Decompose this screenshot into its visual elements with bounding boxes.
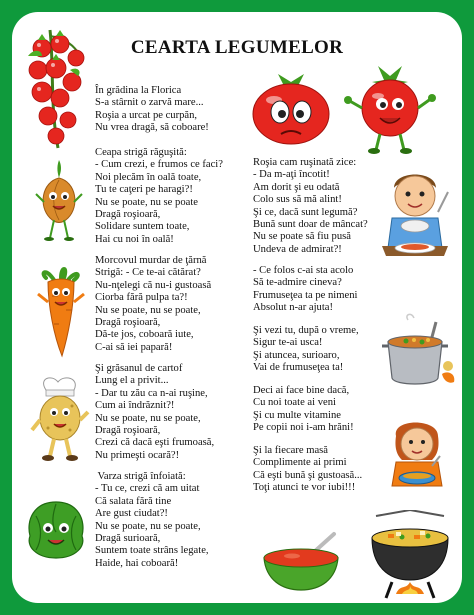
poem-line: Vai de frumuseţea ta! [253, 362, 344, 374]
poem-line: Şi atuncea, surioaro, [253, 349, 340, 361]
poem-line: Toţi atunci te vor iubi!!! [253, 482, 356, 494]
poem-line: Să te-admire cineva? [253, 277, 342, 289]
poem-line: Noi plecăm în oală toate, [95, 171, 202, 183]
tomato-branch-icon [20, 26, 92, 152]
tomato-face-icon [248, 66, 334, 146]
poem-line: Nu se poate să fiu pusă [253, 231, 351, 243]
stanza-7 [253, 265, 357, 315]
poem-line: - Da m-aţi încotit! [253, 169, 330, 181]
poem-line: Nu se poate, nu se poate [95, 196, 198, 208]
poem-line: Crezi că dacă eşti frumoasă, [95, 437, 215, 449]
poem-line: Dă-te jos, coboară iute, [95, 329, 194, 341]
poem-line: - Tu ce, crezi că am uitat [95, 483, 200, 495]
cauldron-stew-icon [362, 510, 458, 600]
poem-line: Şi grăsanul de cartof [95, 363, 183, 374]
stanza-4 [95, 363, 214, 462]
poem-line: Şi vezi tu, după o vreme, [253, 325, 359, 336]
poem-line: - Cum crezi, e frumos ce faci? [95, 159, 223, 171]
poem-line: Că eşti bună şi gustoasă... [253, 469, 363, 481]
poem-line: Dragă roşioară, [95, 209, 161, 221]
poem-line: Cu noi toate ai veni [253, 397, 336, 409]
poem-line: Colo sus să mă alint! [253, 194, 342, 206]
cabbage-character-icon [22, 496, 90, 562]
poem-line: Că salata fără tine [95, 495, 172, 507]
poem-line: Nu-nţelegi că nu-i gustoasă [95, 279, 212, 291]
girl-eating-icon [382, 416, 452, 492]
poem-sheet [12, 12, 462, 603]
boy-eating-icon [374, 162, 456, 270]
carrot-character-icon [36, 266, 86, 358]
poem-line: Lung el a privit... [95, 375, 169, 387]
poem-line: Nu vrea dragă, să coboare! [95, 122, 209, 134]
stanza-8 [253, 325, 359, 375]
stanza-10 [253, 445, 362, 495]
poem-line: Roşia cam ruşinată zice: [253, 157, 357, 168]
poem-line: Haide, hai coboară! [95, 557, 179, 569]
poem-line: Bună sunt doar de mâncat? [253, 219, 368, 231]
stanza-6 [253, 157, 368, 256]
poem-line: S-a stârnit o zarvă mare... [95, 97, 204, 109]
poem-line: Nu se poate, nu se poate, [95, 520, 201, 532]
poem-line: Nu se poate, nu se poate, [95, 412, 201, 424]
potato-chef-icon [30, 376, 92, 462]
page-title: CEARTA LEGUMELOR [130, 37, 344, 58]
poem-line: Nu primeşti ocară?! [95, 449, 180, 461]
poem-line: Cum ai îndrăznit?! [95, 400, 175, 412]
tomato-character-icon [342, 60, 438, 156]
poem-line: Undeva de admirat?! [253, 243, 342, 255]
poem-line: Varza strigă înfoiată: [95, 471, 186, 482]
poem-line: Dragă roşioară, [95, 317, 161, 329]
poem-line: C-ai să iei papară! [95, 341, 173, 353]
poem-line: Roşia a urcat pe curpăn, [95, 109, 198, 121]
poem-line: Absolut n-ar ajuta! [253, 302, 334, 314]
poem-line: Ciorba fără pulpa ta?! [95, 292, 188, 304]
soup-pot-icon [378, 312, 458, 392]
poem-line: Frumuseţea ta pe nimeni [253, 289, 358, 301]
onion-character-icon [34, 158, 84, 242]
poem-line: Solidare suntem toate, [95, 221, 190, 233]
poem-line: Pe copii noi i-am hrăni! [253, 422, 354, 434]
poem-line: Dragă surioară, [95, 533, 161, 545]
poem-line: Am dorit şi eu odată [253, 181, 340, 193]
poem-line: În grădina la Florica [95, 85, 182, 96]
poem-line: Nu se poate, nu se poate, [95, 304, 201, 316]
stanza-9 [253, 385, 354, 435]
poem-line: Are gust ciudat?! [95, 508, 168, 520]
poem-line: Deci ai face bine dacă, [253, 385, 350, 396]
stanza-2 [95, 147, 223, 246]
poem-line: Hai cu noi în oală! [95, 233, 174, 245]
stanza-3 [95, 255, 211, 354]
poem-line: Sigur te-ai usca! [253, 337, 323, 349]
soup-bowl-icon [258, 528, 344, 594]
poem-line: Tu te caţeri pe haragi?! [95, 184, 193, 196]
poem-line: Suntem toate strâns legate, [95, 545, 209, 557]
poem-line: Morcovul murdar de ţărnă [95, 255, 207, 266]
poem-line: Complimente ai primi [253, 457, 347, 469]
poem-line: Şi cu multe vitamine [253, 409, 341, 421]
stanza-1 [95, 85, 209, 135]
poem-line: - Dar tu zău ca n-ai ruşine, [95, 387, 208, 399]
poem-line: Şi la fiecare masă [253, 445, 328, 456]
poem-line: - Ce folos c-ai sta acolo [253, 265, 354, 276]
poem-line: Strigă: - Ce te-ai cătărat? [95, 267, 201, 279]
stanza-5 [95, 471, 209, 570]
poem-line: Dragă roşioară, [95, 425, 161, 437]
poem-line: Ceapa strigă răguşită: [95, 147, 187, 158]
poem-line: Şi ce, dacă sunt legumă? [253, 206, 358, 218]
